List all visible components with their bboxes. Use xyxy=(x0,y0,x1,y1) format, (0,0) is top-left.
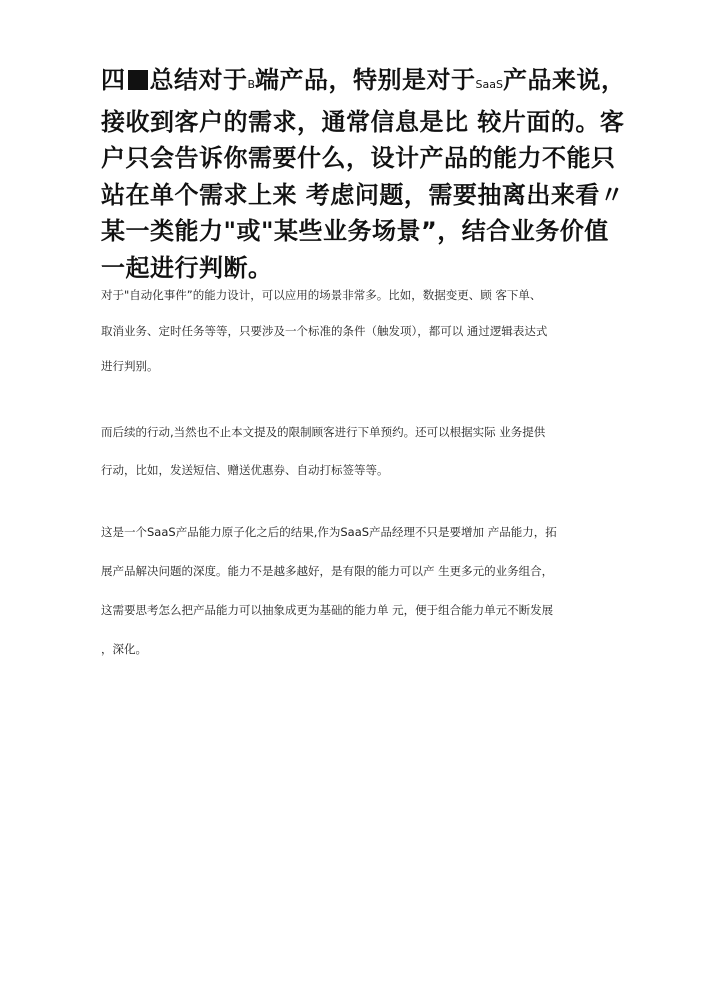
paragraph-line: ，深化。 xyxy=(101,642,147,656)
heading-number: 四 xyxy=(101,66,126,94)
heading-line-5: 某一类能力"或"某些业务场景”，结合业务价值 xyxy=(101,217,609,245)
section-heading xyxy=(101,62,631,286)
paragraph-line: 取消业务、定时任务等等，只要涉及一个标准的条件（触发项），都可以 通过逻辑表达式 xyxy=(101,323,548,338)
black-square-icon xyxy=(128,70,148,90)
paragraph-line: 对于"自动化事件”的能力设计，可以应用的场景非常多。比如，数据变更、顾 客下单、 xyxy=(101,288,542,302)
paragraph-line: 展产品解决问题的深度。能力不是越多越好，是有限的能力可以产 生更多元的业务组合， xyxy=(101,564,554,578)
paragraph-automation-events xyxy=(101,278,631,385)
heading-line-4: 站在单个需求上来 考虑问题，需要抽离出来看〃 xyxy=(101,180,625,209)
paragraph-line: 进行判别。 xyxy=(101,359,159,373)
heading-line-3: 户只会告诉你需要什么，设计产品的能力不能只 xyxy=(101,144,616,172)
paragraph-line: 行动，比如，发送短信、赠送优惠券、自动打标签等等。 xyxy=(101,463,389,477)
paragraph-line: 这是一个SaaS产品能力原子化之后的结果,作为SaaS产品经理不只是要增加 产品能力，拓 xyxy=(101,525,557,539)
paragraph-line: 而后续的行动,当然也不止本文提及的限制顾客进行下单预约。还可以根据实际 业务提供 xyxy=(101,425,546,439)
heading-line-6: 一起进行判断。 xyxy=(101,253,273,282)
paragraph-saas-atomization xyxy=(101,513,631,669)
paragraph-line: 这需要思考怎么把产品能力可以抽象成更为基础的能力单 元，便于组合能力单元不断发展 xyxy=(101,603,554,617)
heading-line-1: 四 总结对于B端产品，特别是对于SaaS产品来说， xyxy=(101,66,626,94)
heading-line-2: 接收到客户的需求，通常信息是比 较片面的。客 xyxy=(101,107,625,136)
paragraph-follow-up-actions xyxy=(101,413,631,489)
